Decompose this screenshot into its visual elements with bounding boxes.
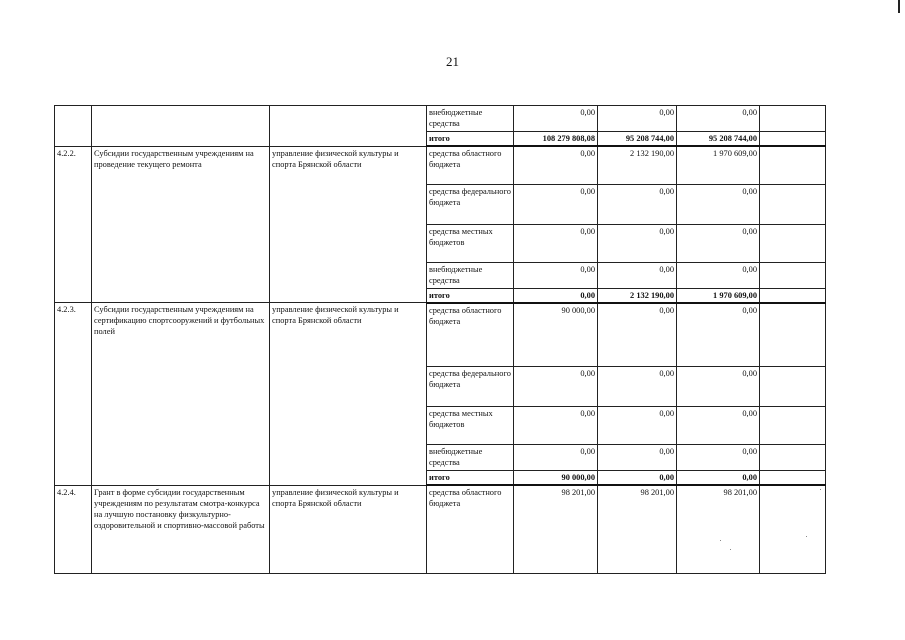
table-body bbox=[55, 106, 826, 574]
cell-amount: 90 000,00 bbox=[514, 471, 598, 486]
cell-name bbox=[92, 106, 270, 147]
scan-mark bbox=[898, 0, 900, 13]
cell-amount: 95 208 744,00 bbox=[677, 132, 760, 147]
cell-funding-source: итого bbox=[427, 288, 514, 303]
cell-empty bbox=[760, 184, 826, 224]
cell-funding-source: внебюджетные средства bbox=[427, 262, 514, 288]
cell-funding-source: средства местных бюджетов bbox=[427, 224, 514, 262]
scan-speck bbox=[730, 549, 731, 550]
cell-amount: 0,00 bbox=[598, 407, 677, 445]
cell-num: 4.2.3. bbox=[55, 303, 92, 486]
cell-amount: 0,00 bbox=[677, 262, 760, 288]
cell-amount: 0,00 bbox=[598, 224, 677, 262]
cell-empty bbox=[760, 146, 826, 184]
cell-empty bbox=[760, 367, 826, 407]
scan-speck bbox=[820, 489, 821, 490]
cell-empty bbox=[760, 288, 826, 303]
cell-amount: 0,00 bbox=[598, 303, 677, 367]
cell-amount: 0,00 bbox=[677, 224, 760, 262]
cell-amount: 2 132 190,00 bbox=[598, 146, 677, 184]
cell-funding-source: внебюджетные средства bbox=[427, 106, 514, 132]
cell-amount: 0,00 bbox=[514, 106, 598, 132]
table-row bbox=[55, 303, 826, 367]
cell-empty bbox=[760, 106, 826, 132]
cell-empty bbox=[760, 224, 826, 262]
cell-amount: 0,00 bbox=[514, 184, 598, 224]
scan-speck bbox=[806, 536, 807, 537]
cell-exec: управление физической культуры и спорта Брянской области bbox=[270, 146, 427, 303]
table-row bbox=[55, 106, 826, 132]
cell-empty bbox=[760, 485, 826, 573]
cell-amount: 0,00 bbox=[514, 445, 598, 471]
cell-amount: 0,00 bbox=[514, 262, 598, 288]
cell-amount: 90 000,00 bbox=[514, 303, 598, 367]
cell-amount: 0,00 bbox=[598, 262, 677, 288]
cell-empty bbox=[760, 132, 826, 147]
cell-amount: 98 201,00 bbox=[677, 485, 760, 573]
cell-funding-source: средства федерального бюджета bbox=[427, 184, 514, 224]
cell-amount: 98 201,00 bbox=[514, 485, 598, 573]
cell-amount: 95 208 744,00 bbox=[598, 132, 677, 147]
cell-amount: 0,00 bbox=[598, 106, 677, 132]
cell-amount: 0,00 bbox=[514, 224, 598, 262]
cell-amount: 1 970 609,00 bbox=[677, 288, 760, 303]
cell-empty bbox=[760, 262, 826, 288]
cell-empty bbox=[760, 445, 826, 471]
cell-funding-source: итого bbox=[427, 471, 514, 486]
cell-amount: 0,00 bbox=[677, 106, 760, 132]
cell-amount: 0,00 bbox=[677, 303, 760, 367]
cell-amount: 0,00 bbox=[514, 407, 598, 445]
cell-funding-source: средства федерального бюджета bbox=[427, 367, 514, 407]
cell-amount: 0,00 bbox=[677, 367, 760, 407]
cell-amount: 98 201,00 bbox=[598, 485, 677, 573]
cell-amount: 0,00 bbox=[598, 184, 677, 224]
cell-num: 4.2.2. bbox=[55, 146, 92, 303]
cell-funding-source: внебюджетные средства bbox=[427, 445, 514, 471]
page-number: 21 bbox=[446, 54, 459, 69]
cell-num bbox=[55, 106, 92, 147]
cell-amount: 0,00 bbox=[514, 367, 598, 407]
cell-amount: 1 970 609,00 bbox=[677, 146, 760, 184]
cell-amount: 2 132 190,00 bbox=[598, 288, 677, 303]
cell-funding-source: средства местных бюджетов bbox=[427, 407, 514, 445]
cell-num: 4.2.4. bbox=[55, 485, 92, 573]
cell-name: Субсидии государственным учреждениям на проведение текущего ремонта bbox=[92, 146, 270, 303]
cell-amount: 0,00 bbox=[598, 471, 677, 486]
cell-name: Субсидии государственным учреждениям на сертификацию спортсооружений и футбольных полей bbox=[92, 303, 270, 486]
cell-amount: 0,00 bbox=[677, 471, 760, 486]
budget-table bbox=[54, 105, 826, 574]
cell-amount: 0,00 bbox=[677, 184, 760, 224]
table-row bbox=[55, 146, 826, 184]
cell-exec: управление физической культуры и спорта Брянской области bbox=[270, 303, 427, 486]
cell-amount: 0,00 bbox=[598, 445, 677, 471]
cell-amount: 0,00 bbox=[598, 367, 677, 407]
cell-amount: 0,00 bbox=[514, 146, 598, 184]
cell-name: Грант в форме субсидии государственным учреждениям по результатам смотра-конкурса на лучшую постановку физкультурно-оздоровительной и спортивно-массовой работы bbox=[92, 485, 270, 573]
scan-speck bbox=[720, 540, 721, 541]
cell-exec bbox=[270, 106, 427, 147]
cell-amount: 108 279 808,08 bbox=[514, 132, 598, 147]
cell-funding-source: средства областного бюджета bbox=[427, 146, 514, 184]
cell-empty bbox=[760, 303, 826, 367]
cell-funding-source: итого bbox=[427, 132, 514, 147]
cell-amount: 0,00 bbox=[677, 445, 760, 471]
cell-exec: управление физической культуры и спорта Брянской области bbox=[270, 485, 427, 573]
table-row bbox=[55, 485, 826, 573]
cell-funding-source: средства областного бюджета bbox=[427, 485, 514, 573]
cell-empty bbox=[760, 407, 826, 445]
cell-amount: 0,00 bbox=[677, 407, 760, 445]
cell-funding-source: средства областного бюджета bbox=[427, 303, 514, 367]
cell-amount: 0,00 bbox=[514, 288, 598, 303]
cell-empty bbox=[760, 471, 826, 486]
